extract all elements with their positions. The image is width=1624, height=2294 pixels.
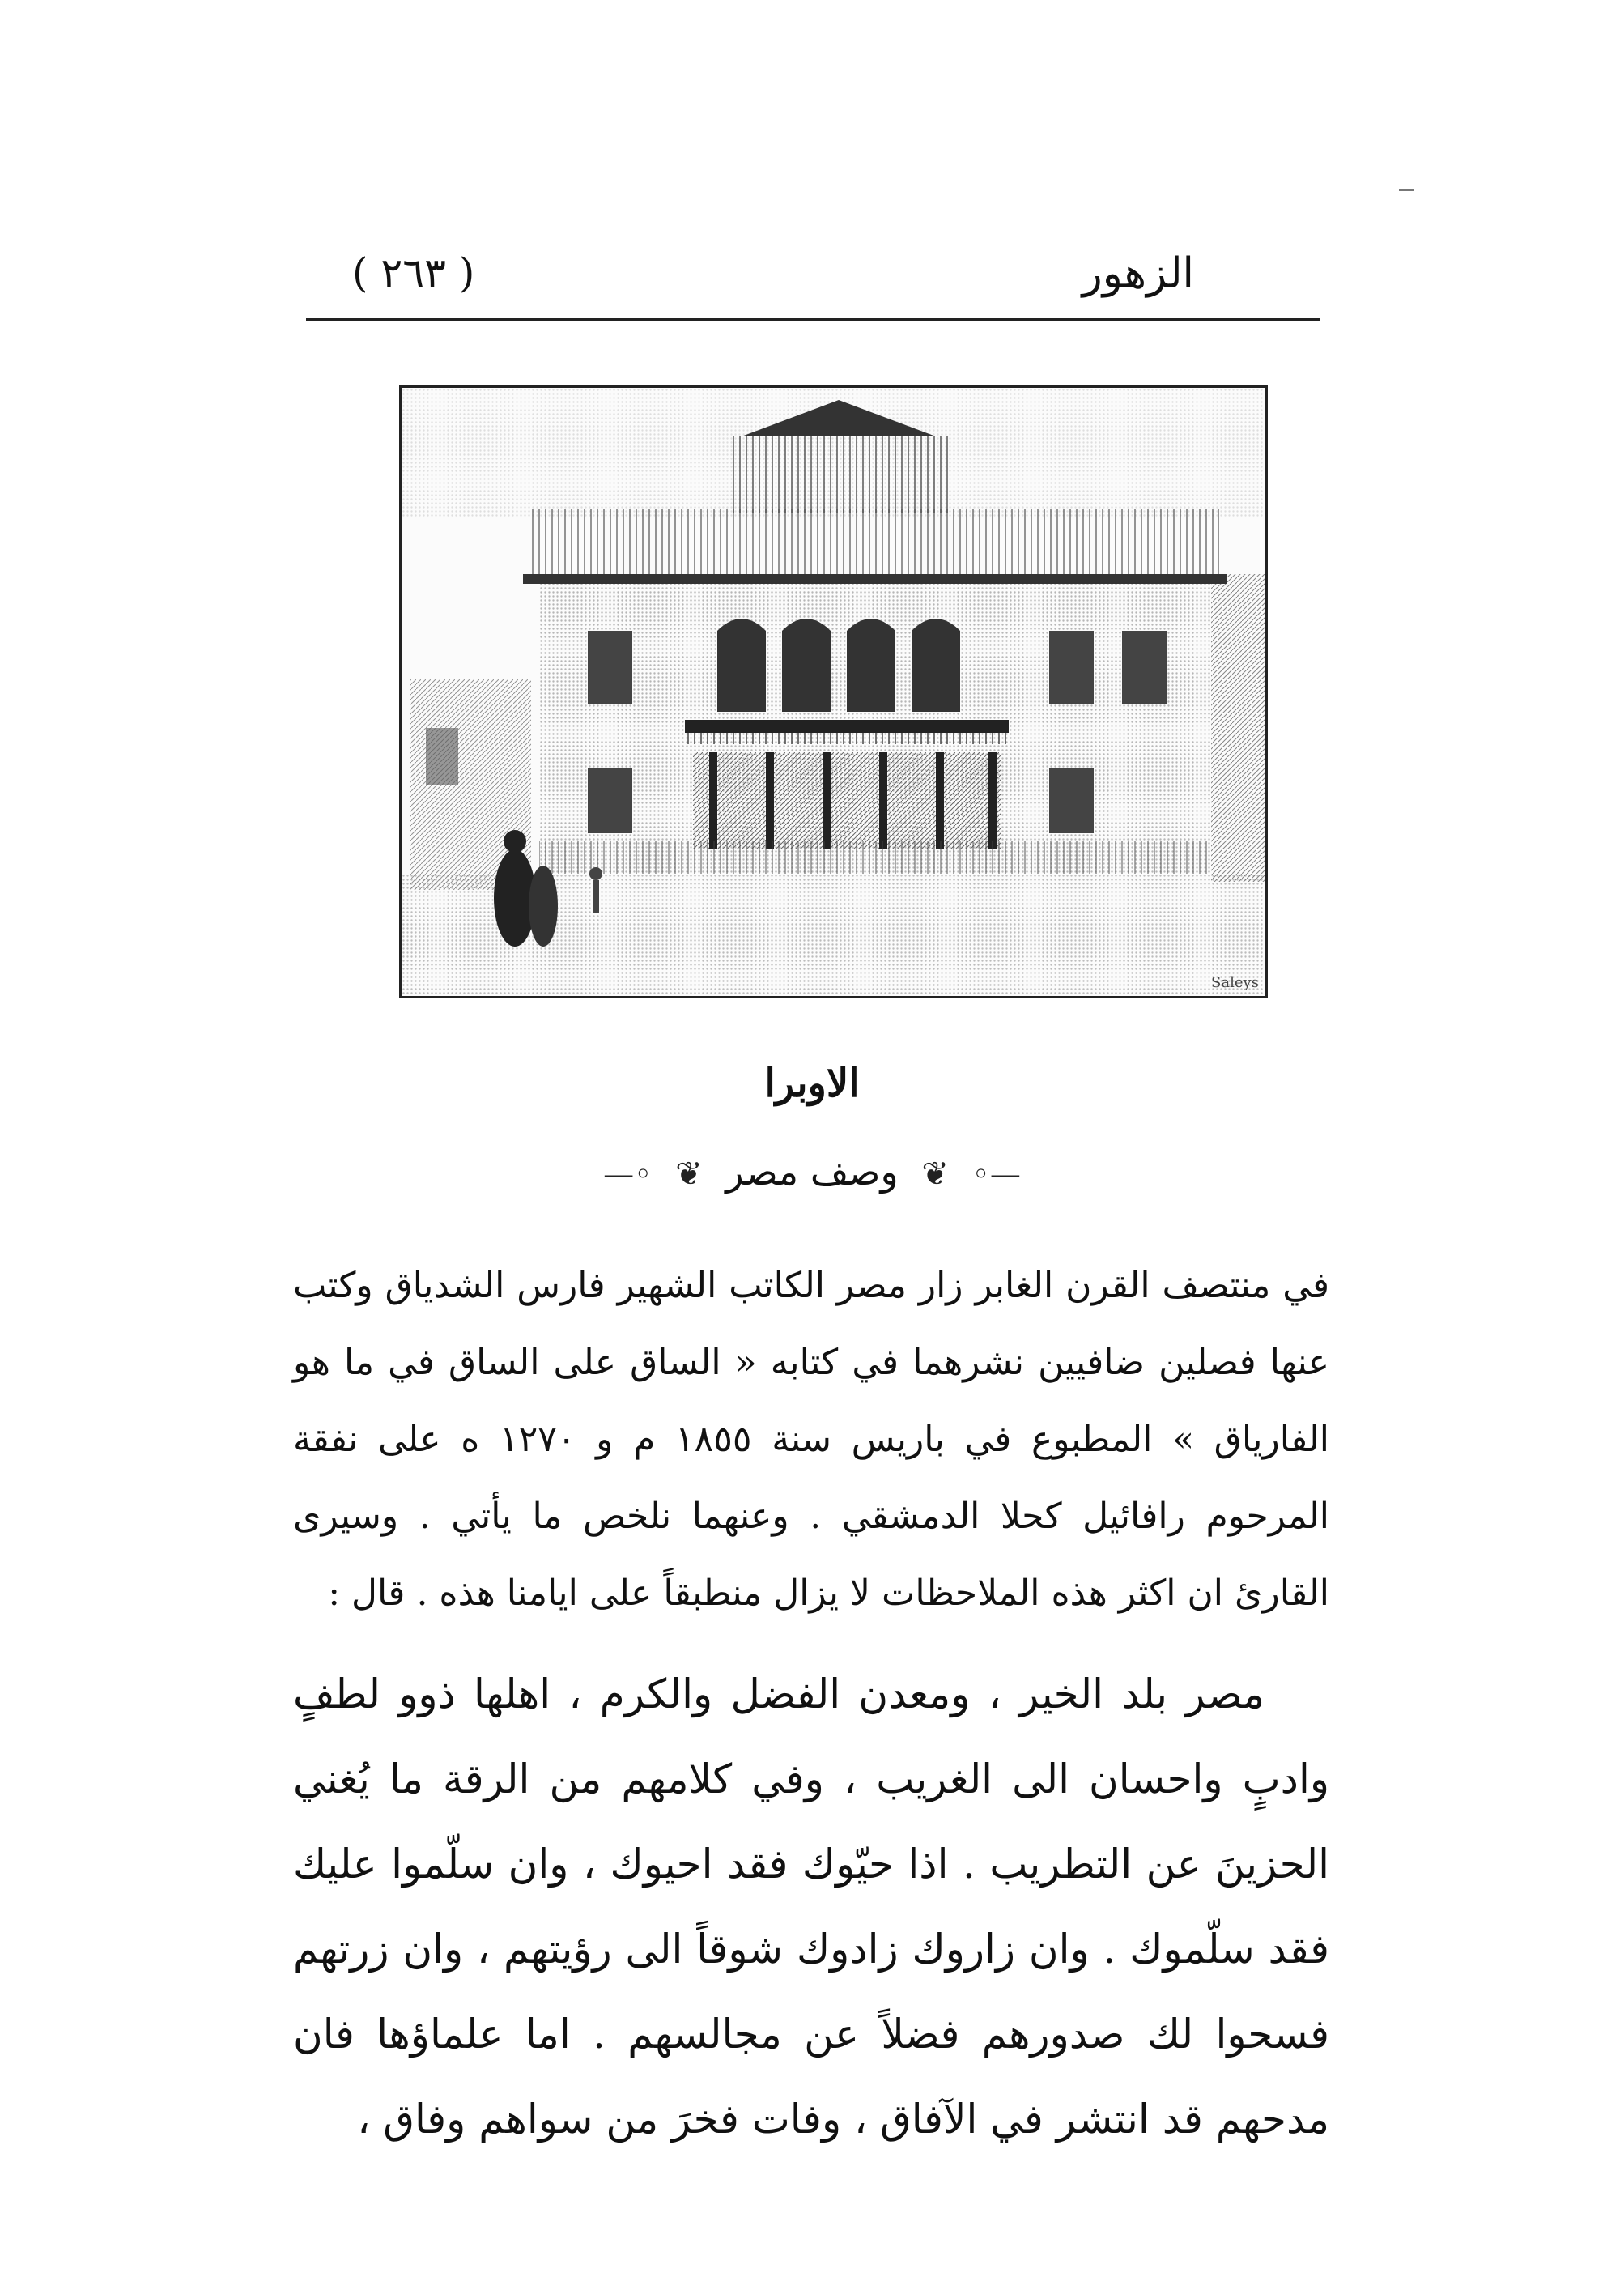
page-edge-mark — [1399, 189, 1414, 191]
heading-dash-right: —◦ — [971, 1156, 1021, 1192]
heading-dash-left: ◦— — [603, 1156, 653, 1192]
section-heading — [0, 1150, 1624, 1194]
section-title: وصف مصر — [725, 1150, 899, 1194]
page-number: ( ٢٦٣ ) — [352, 249, 475, 296]
figure-caption: الاوبرا — [764, 1061, 860, 1106]
header-rule — [306, 318, 1320, 321]
paragraph-quote: مصر بلد الخير ، ومعدن الفضل والكرم ، اهلها ذوو لطفٍ وادبٍ واحسان الى الغريب ، وفي كلامهم من الرقة ما يُغني الحزينَ عن التطريب . اذا حيّوك فقد احيوك ، وان سلّموا عليك فقد سلّموك . وان زاروك زادوك شوقاً الى رؤيتهم ، وان زرتهم فسحوا لك صدورهم فضلاً عن مجالسهم . اما علماؤها فان مدحهم قد انتشر في الآفاق ، وفات فخرَ من سواهم وفاق ، — [293, 1670, 1329, 2143]
opera-house-photo — [399, 385, 1268, 998]
ornament-left-icon: ❦ — [675, 1156, 703, 1193]
ornament-right-icon: ❦ — [921, 1156, 949, 1193]
running-title: الزهور — [1082, 249, 1194, 298]
paragraph-intro: في منتصف القرن الغابر زار مصر الكاتب الشهير فارس الشدياق وكتب عنها فصلين ضافيين نشرهما في كتابه « الساق على الساق في ما هو الفارياق » المطبوع في باريس سنة ١٨٥٥ م و ١٢٧٠ ه على نفقة المرحوم رافائيل كحلا الدمشقي . وعنهما نلخص ما يأتي . وسيرى القارئ ان اكثر هذه الملاحظات لا يزال منطبقاً على ايامنا هذه . قال : — [293, 1265, 1330, 1614]
page-header — [308, 243, 1320, 316]
engraver-mark: Saleys — [1211, 974, 1259, 991]
